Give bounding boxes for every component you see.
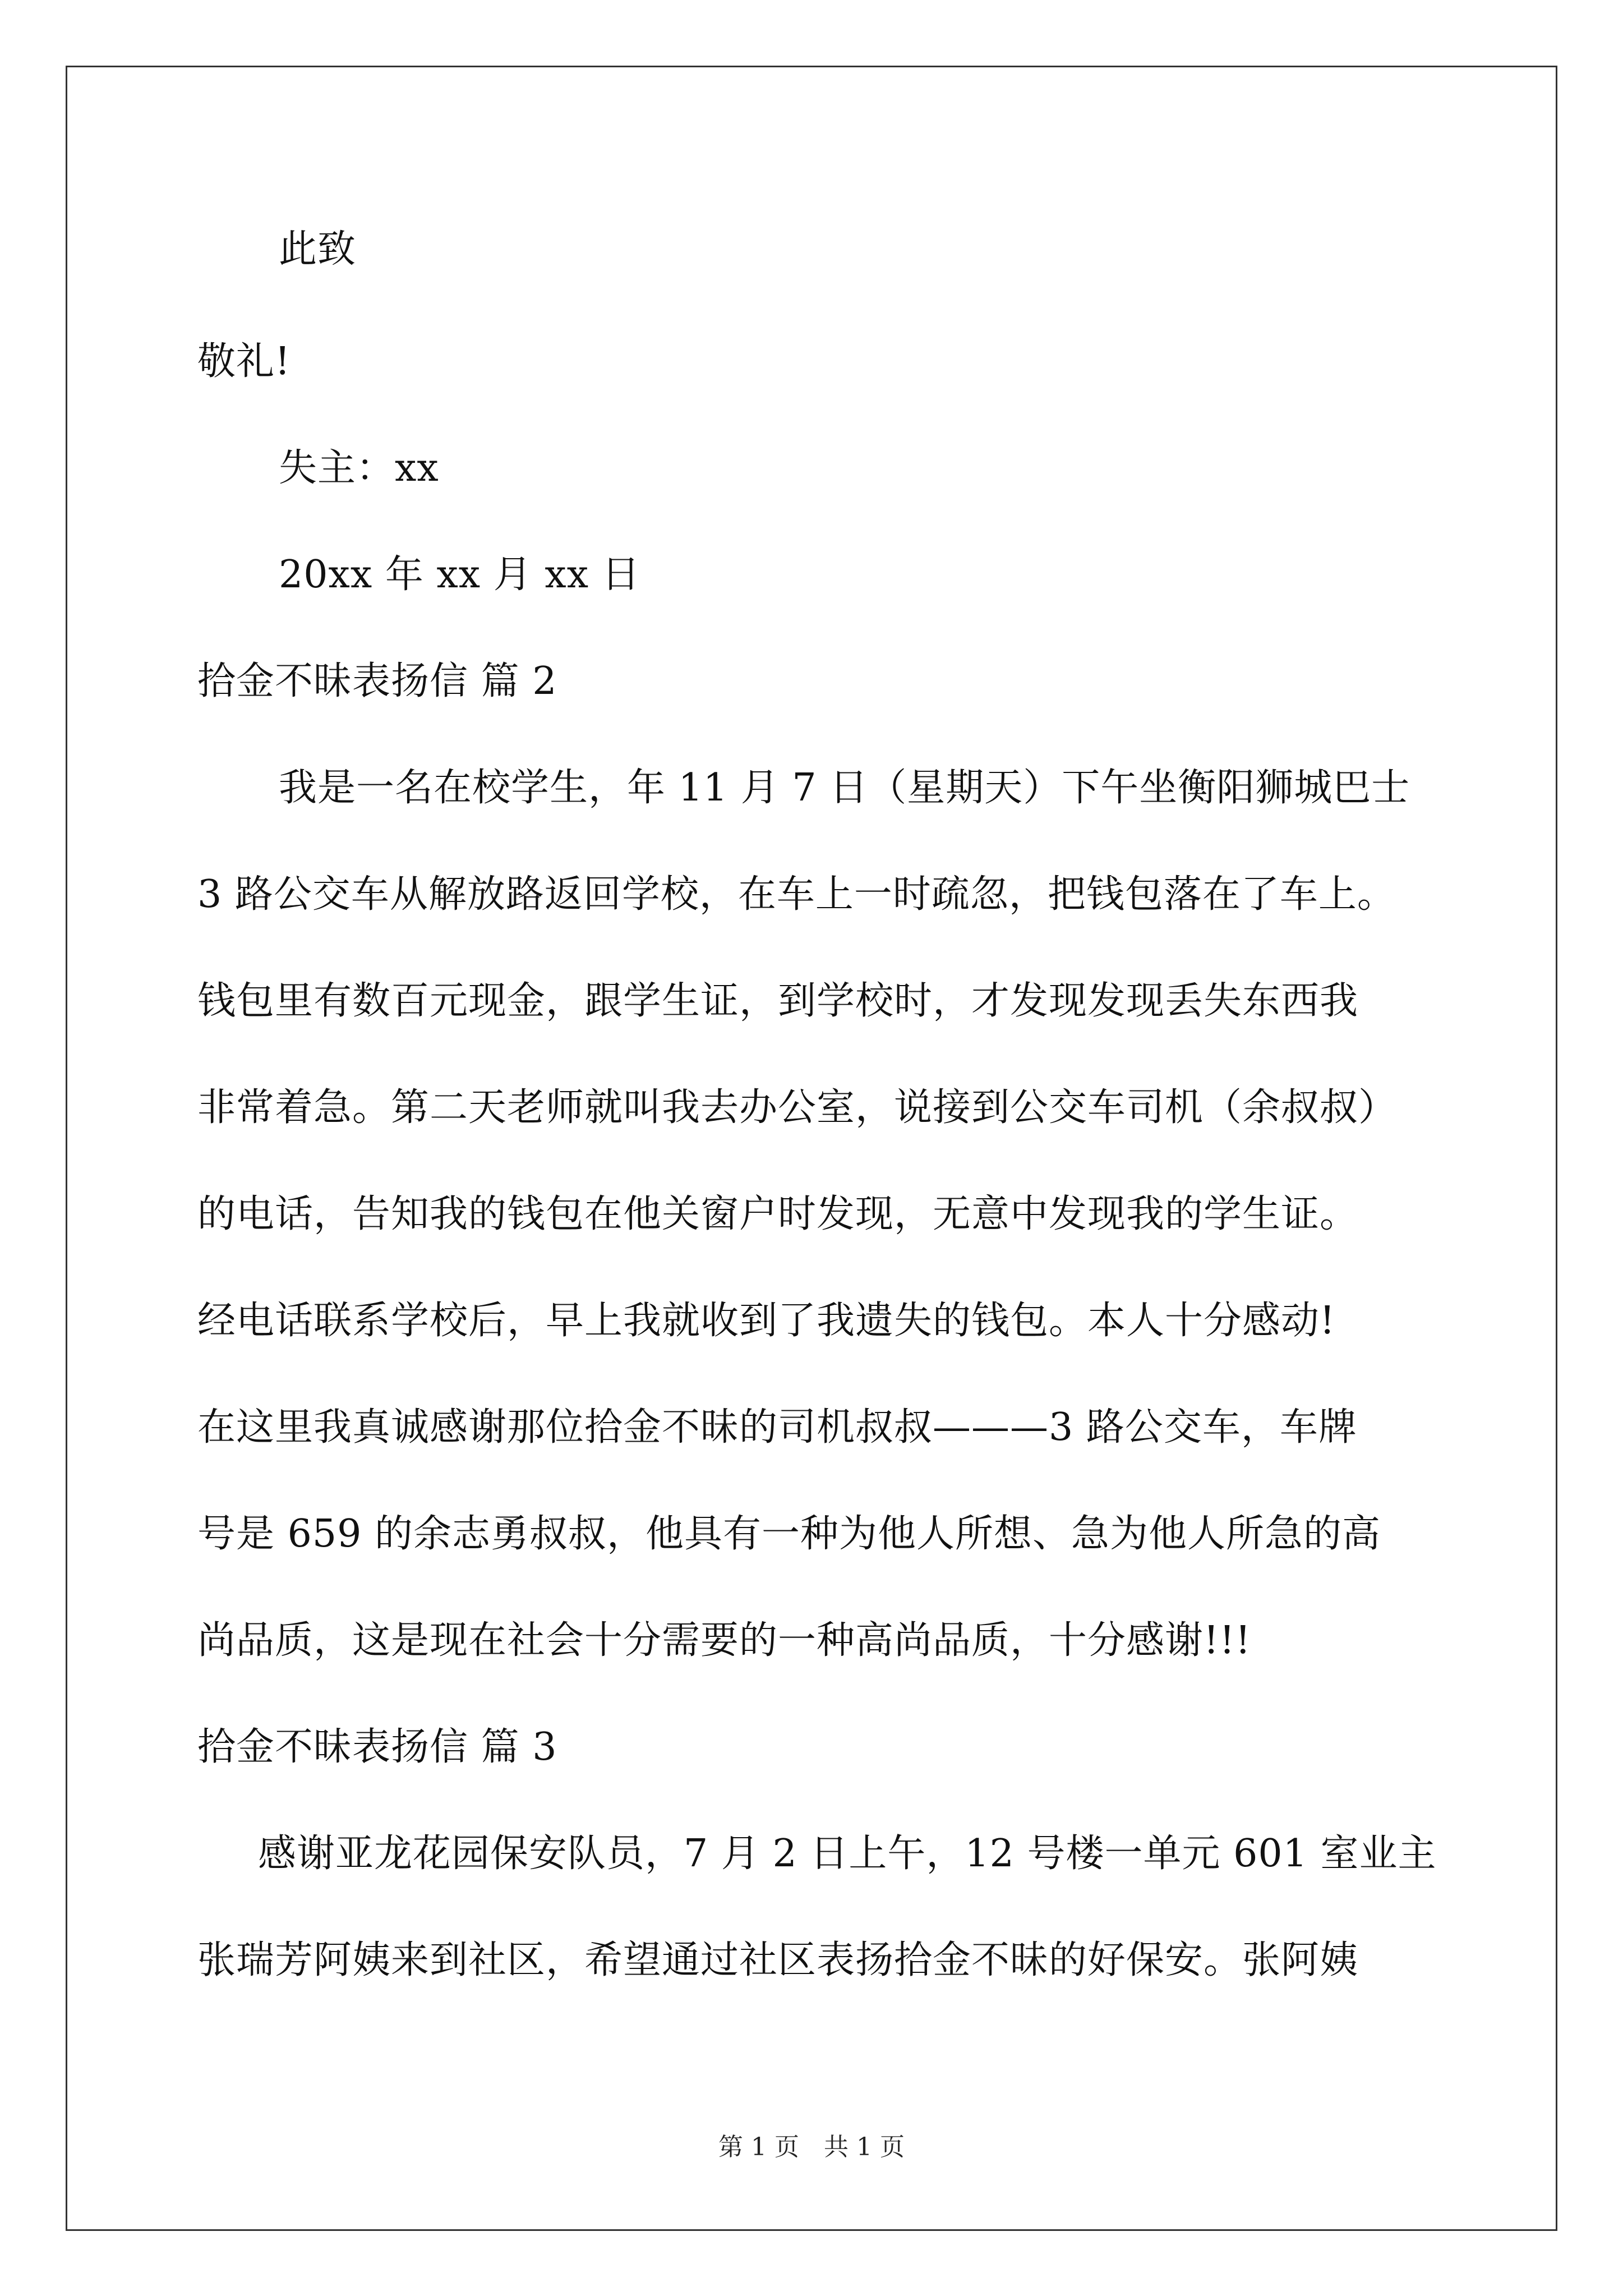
section-2-line: 3 路公交车从解放路返回学校，在车上一时疏忽，把钱包落在了车上。	[197, 872, 1396, 917]
salutation: 此致	[279, 227, 357, 272]
section-2-heading: 拾金不昧表扬信 篇 2	[197, 659, 557, 703]
section-2-line: 我是一名在校学生，年 11 月 7 日（星期天）下午坐衡阳狮城巴士	[279, 766, 1410, 810]
letter-date: 20xx 年 xx 月 xx 日	[279, 553, 640, 597]
section-3-line: 感谢亚龙花园保安队员，7 月 2 日上午，12 号楼一单元 601 室业主	[258, 1832, 1437, 1876]
section-2-line: 号是 659 的余志勇叔叔，他具有一种为他人所想、急为他人所急的高	[197, 1512, 1381, 1556]
page-border	[66, 66, 1557, 2231]
section-2-line: 非常着急。第二天老师就叫我去办公室，说接到公交车司机（余叔叔）	[197, 1085, 1398, 1130]
section-2-line: 经电话联系学校后，早上我就收到了我遗失的钱包。本人十分感动!	[197, 1299, 1336, 1343]
section-2-line: 的电话，告知我的钱包在他关窗户时发现，无意中发现我的学生证。	[197, 1192, 1359, 1236]
section-3-heading: 拾金不昧表扬信 篇 3	[197, 1725, 557, 1769]
signature: 失主：xx	[279, 446, 439, 490]
page-number-footer: 第 1 页 共 1 页	[718, 2133, 905, 2161]
section-2-line: 在这里我真诚感谢那位拾金不昧的司机叔叔———3 路公交车，车牌	[197, 1405, 1357, 1450]
section-2-line: 尚品质，这是现在社会十分需要的一种高尚品质，十分感谢!!!	[197, 1618, 1251, 1663]
section-2-line: 钱包里有数百元现金，跟学生证，到学校时，才发现发现丢失东西我	[197, 979, 1359, 1023]
section-3-line: 张瑞芳阿姨来到社区，希望通过社区表扬拾金不昧的好保安。张阿姨	[197, 1938, 1359, 1982]
regards: 敬礼!	[197, 339, 291, 384]
